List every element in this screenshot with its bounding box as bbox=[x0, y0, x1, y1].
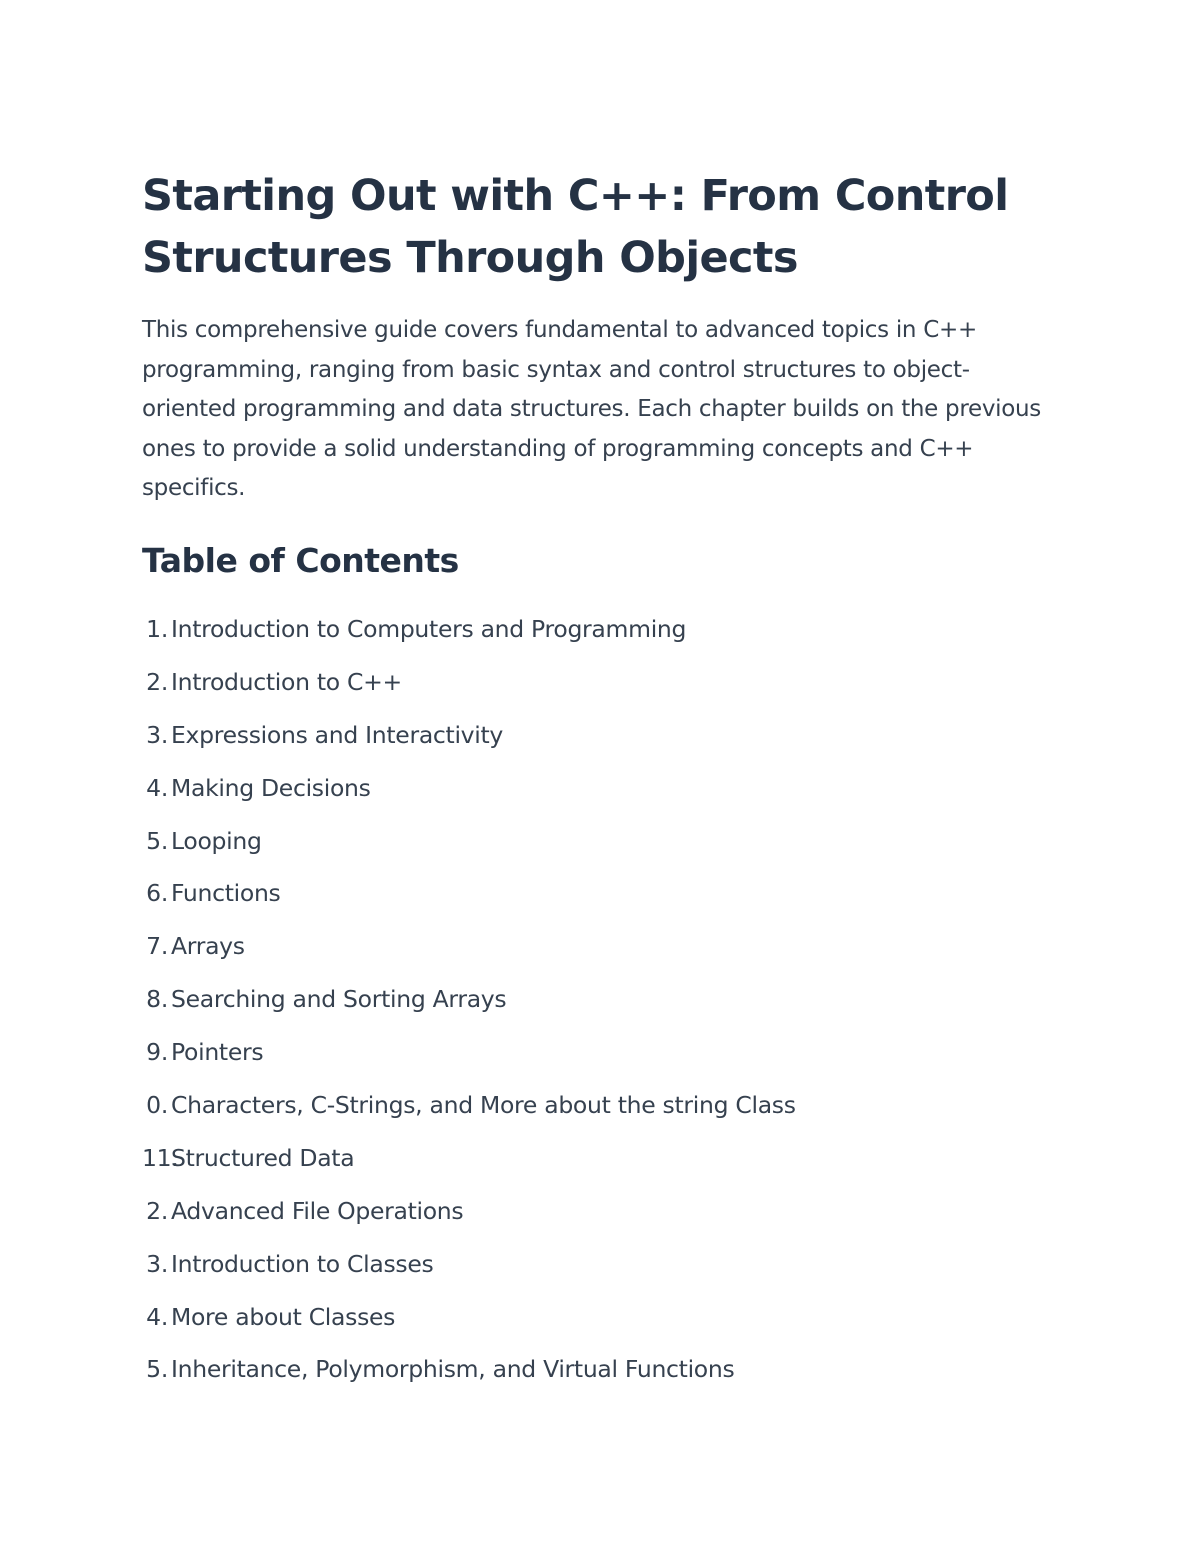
toc-item bbox=[142, 979, 1072, 1032]
toc-item-label: More about Classes bbox=[171, 1302, 396, 1331]
toc-item bbox=[142, 873, 1072, 926]
toc-item bbox=[142, 1138, 1072, 1191]
toc-item-label: Characters, C-Strings, and More about the string Class bbox=[171, 1090, 796, 1119]
toc-item bbox=[142, 1032, 1072, 1085]
toc-item-label: Introduction to Computers and Programming bbox=[171, 614, 687, 643]
toc-item bbox=[142, 1191, 1072, 1244]
toc-item-number: 11. bbox=[142, 1143, 179, 1172]
toc-item bbox=[142, 1085, 1072, 1138]
toc-item-number: 5. bbox=[146, 826, 168, 855]
toc-item-number: 7. bbox=[146, 932, 168, 961]
toc-item-number: 1. bbox=[146, 614, 168, 643]
table-of-contents bbox=[142, 609, 1072, 1402]
toc-item bbox=[142, 1297, 1072, 1350]
toc-item bbox=[142, 926, 1072, 979]
toc-item bbox=[142, 715, 1072, 768]
toc-item-label: Structured Data bbox=[171, 1143, 355, 1172]
toc-item-number: 5. bbox=[146, 1355, 168, 1384]
toc-item bbox=[142, 768, 1072, 821]
toc-item-label: Introduction to C++ bbox=[171, 667, 402, 696]
toc-item bbox=[142, 1349, 1072, 1402]
toc-item-number: 4. bbox=[146, 1302, 168, 1331]
intro-paragraph: This comprehensive guide covers fundamental to advanced topics in C++ programming, ranging from basic syntax and control structures to object-oriented programming and data structures. Each chapter builds on the previous ones to provide a solid understanding of programming concepts and C++ specifics. bbox=[142, 317, 1041, 502]
toc-item-number: 0. bbox=[146, 1090, 168, 1119]
toc-item bbox=[142, 662, 1072, 715]
toc-item-label: Looping bbox=[171, 826, 262, 855]
toc-item-number: 3. bbox=[146, 1249, 168, 1278]
toc-item-label: Arrays bbox=[171, 932, 245, 961]
toc-item-number: 8. bbox=[146, 985, 168, 1014]
toc-item-label: Functions bbox=[171, 879, 281, 908]
toc-heading: Table of Contents bbox=[142, 540, 459, 580]
toc-item-label: Expressions and Interactivity bbox=[171, 720, 504, 749]
toc-item-label: Searching and Sorting Arrays bbox=[171, 985, 507, 1014]
toc-item-label: Inheritance, Polymorphism, and Virtual Functions bbox=[171, 1355, 735, 1384]
toc-item-number: 2. bbox=[146, 1196, 168, 1225]
toc-item-label: Pointers bbox=[171, 1038, 264, 1067]
toc-item-number: 2. bbox=[146, 667, 168, 696]
document-page bbox=[142, 165, 1072, 1402]
toc-item-number: 4. bbox=[146, 773, 168, 802]
toc-item-number: 9. bbox=[146, 1038, 168, 1067]
toc-item-number: 3. bbox=[146, 720, 168, 749]
toc-item bbox=[142, 609, 1072, 662]
toc-item-label: Making Decisions bbox=[171, 773, 371, 802]
toc-item-label: Advanced File Operations bbox=[171, 1196, 464, 1225]
toc-item bbox=[142, 821, 1072, 874]
toc-item-number: 6. bbox=[146, 879, 168, 908]
toc-item bbox=[142, 1244, 1072, 1297]
toc-item-label: Introduction to Classes bbox=[171, 1249, 434, 1278]
document-title: Starting Out with C++: From Control Structures Through Objects bbox=[142, 171, 1009, 283]
